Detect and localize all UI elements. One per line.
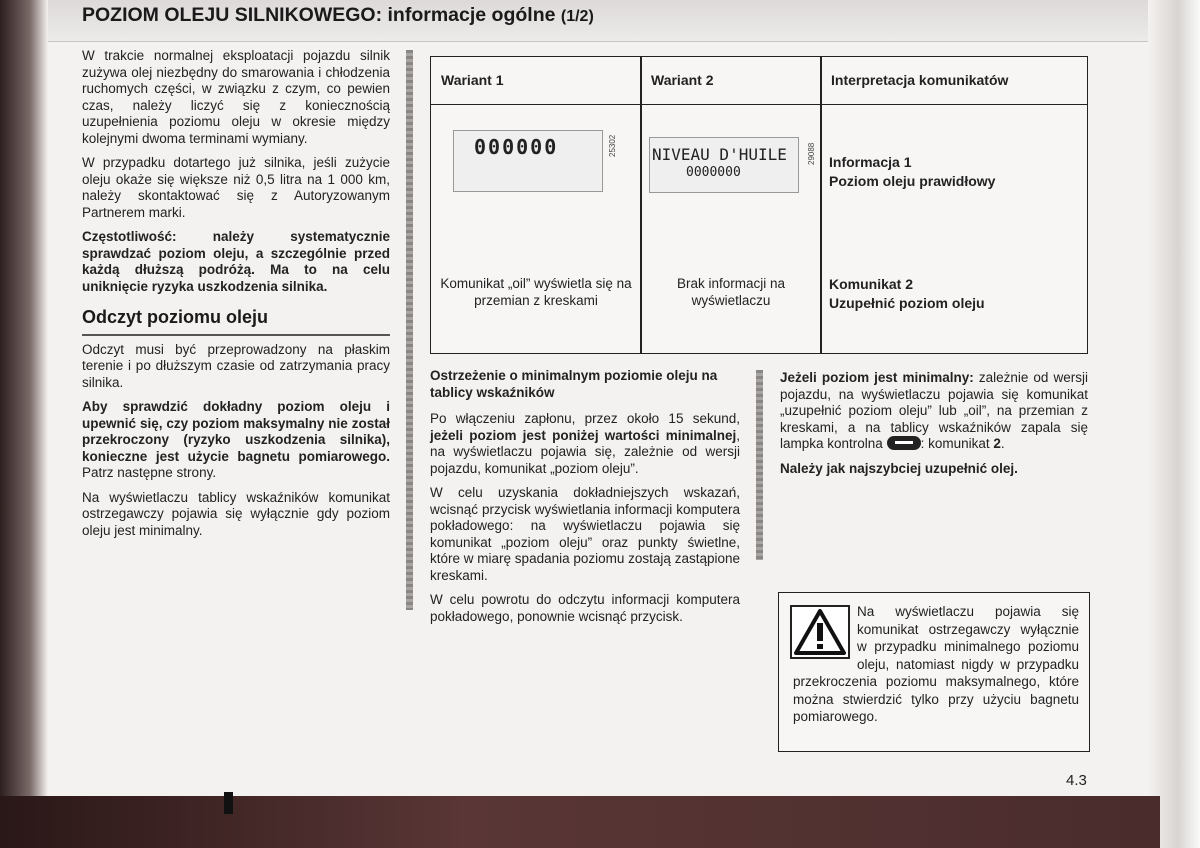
display-variant-1: 000000 [453, 130, 603, 192]
paragraph-oil-consumption: W trakcie normalnej eksploatacji pojazdu silnik zużywa olej niezbędny do smarowania i chłodzenia ruchomych części, w związku z czym, co pewien czas, należy liczyć się z koniecznością uzupełnienia poziomu oleju w okresie między kolejnymi dwoma terminami wymiany. [82, 48, 390, 146]
ignition-text-start: Po włączeniu zapłonu, przez około 15 sekund, [430, 411, 740, 426]
paragraph-display-warning: Na wyświetlaczu tablicy wskaźników komunikat ostrzegawczy pojawia się wyłącznie gdy poziom oleju jest minimalny. [82, 489, 390, 538]
paragraph-return: W celu powrotu do odczytu informacji komputera pokładowego, ponownie wcisnąć przycisk. [430, 592, 740, 624]
column-left [82, 48, 390, 547]
section-divider [82, 334, 390, 336]
figure-code-2: 29088 [807, 142, 816, 165]
page-number: 4.3 [1066, 772, 1087, 789]
background-surface [0, 796, 1160, 848]
info-1-title: Informacja 1 [829, 154, 912, 170]
min-level-text: zależnie od wersji pojazdu, na wyświetlaczu pojawia się komunikat „uzupełnić poziom oleju” lub „oil”, na przemian z kreskami, a na tablicy wskaźników zapala się lampka kontrolna [780, 370, 1088, 451]
info-1 [829, 153, 1079, 191]
column-divider-bar [756, 370, 763, 560]
wrench-warning-icon [887, 436, 921, 450]
variant-table [430, 56, 1088, 354]
table-header-interpretation: Interpretacja komunikatów [821, 57, 1087, 105]
ignition-text-bold: jeżeli poziom jest poniżej wartości minimalnej [430, 427, 737, 443]
ignition-text-end: , na wyświetlaczu pojawia się, zależnie od wersji pojazdu, komunikat „poziom oleju”. [430, 427, 740, 476]
dipstick-bold-text: Aby sprawdzić dokładny poziom oleju i upewnić się, czy poziom maksymalny nie został przekroczony (ryzyko uszkodzenia silnika), konieczne jest użycie bagnetu pomiarowego. [82, 399, 390, 464]
message-number: 2 [993, 436, 1001, 451]
warning-box [778, 592, 1090, 752]
page-title [82, 4, 594, 26]
paragraph-ignition [430, 411, 740, 477]
column-divider-bar [406, 50, 413, 610]
display-variant-2 [649, 137, 799, 193]
min-level-bold: Jeżeli poziom jest minimalny: [780, 370, 974, 385]
min-level-after-icon: : komunikat [920, 436, 994, 451]
display-line-2: 0000000 [686, 165, 741, 180]
dipstick-see-next: Patrz następne strony. [82, 465, 217, 480]
paragraph-trip-computer: W celu uzyskania dokładniejszych wskazań, wcisnąć przycisk wyświetlania informacji komputera pokładowego: na wyświetlaczu pojawia się komunikat „poziom oleju” oraz punkty świetlne, które w miarę spadania poziomu zostają zastąpione kreskami. [430, 485, 740, 583]
info-1-text: Poziom oleju prawidłowy [829, 173, 996, 189]
min-level-warning-heading: Ostrzeżenie o minimalnym poziomie oleju na tablicy wskaźników [430, 368, 718, 400]
warning-icon-space [793, 603, 857, 667]
display-line-1: NIVEAU D'HUILE [652, 145, 787, 164]
warning-text-wrap [793, 603, 1079, 726]
paragraph-run-in-engine: W przypadku dotartego już silnika, jeśli zużycie oleju okaże się większe niż 0,5 litra na 1 000 km, należy skontaktować się z Autoryzowanym Partnerem marki. [82, 155, 390, 220]
figure-code-1: 25302 [608, 134, 617, 157]
message-2 [829, 275, 1079, 313]
paragraph-dipstick [82, 399, 390, 482]
table-divider [640, 57, 642, 353]
page-title-suffix: (1/2) [560, 8, 594, 25]
margin-mark [224, 792, 233, 814]
paragraph-top-up: Należy jak najszybciej uzupełnić olej. [780, 460, 1018, 476]
table-header-variant-1: Wariant 1 [431, 57, 641, 105]
message-2-text: Uzupełnić poziom oleju [829, 295, 985, 311]
paragraph-min-level [780, 370, 1088, 453]
variant-1-description: Komunikat „oil” wyświetla się na przemian z kreskami [440, 276, 632, 308]
paragraph-frequency: Częstotliwość: należy systematycznie sprawdzać poziom oleju, a szczególnie przed każdą dłuższą podróżą. Ma to na celu uniknięcie ryzyka uszkodzenia silnika. [82, 229, 390, 294]
column-right [780, 370, 1088, 485]
warning-text: Na wyświetlaczu pojawia się komunikat ostrzegawczy wyłącznie w przypadku minimalnego poziomu oleju, natomiast nigdy w przypadku przekroczenia poziomu maksymalnego, które można stwierdzić tylko przy użyciu bagnetu pomiarowego. [793, 604, 1079, 724]
column-middle [430, 368, 740, 633]
section-title-reading: Odczyt poziomu oleju [82, 307, 269, 327]
page-edge [1148, 0, 1200, 848]
page-title-main: POZIOM OLEJU SILNIKOWEGO: informacje ogólne [82, 4, 561, 26]
message-2-title: Komunikat 2 [829, 276, 914, 292]
table-divider [820, 57, 822, 353]
page-gutter-shadow [0, 0, 48, 848]
table-header-variant-2: Wariant 2 [641, 57, 821, 105]
paragraph-flat-ground: Odczyt musi być przeprowadzony na płaskim terenie i po dłuższym czasie od zatrzymania pracy silnika. [82, 341, 390, 390]
variant-2-description: Brak informacji na wyświetlaczu [676, 276, 786, 308]
message-period: . [1000, 436, 1005, 451]
